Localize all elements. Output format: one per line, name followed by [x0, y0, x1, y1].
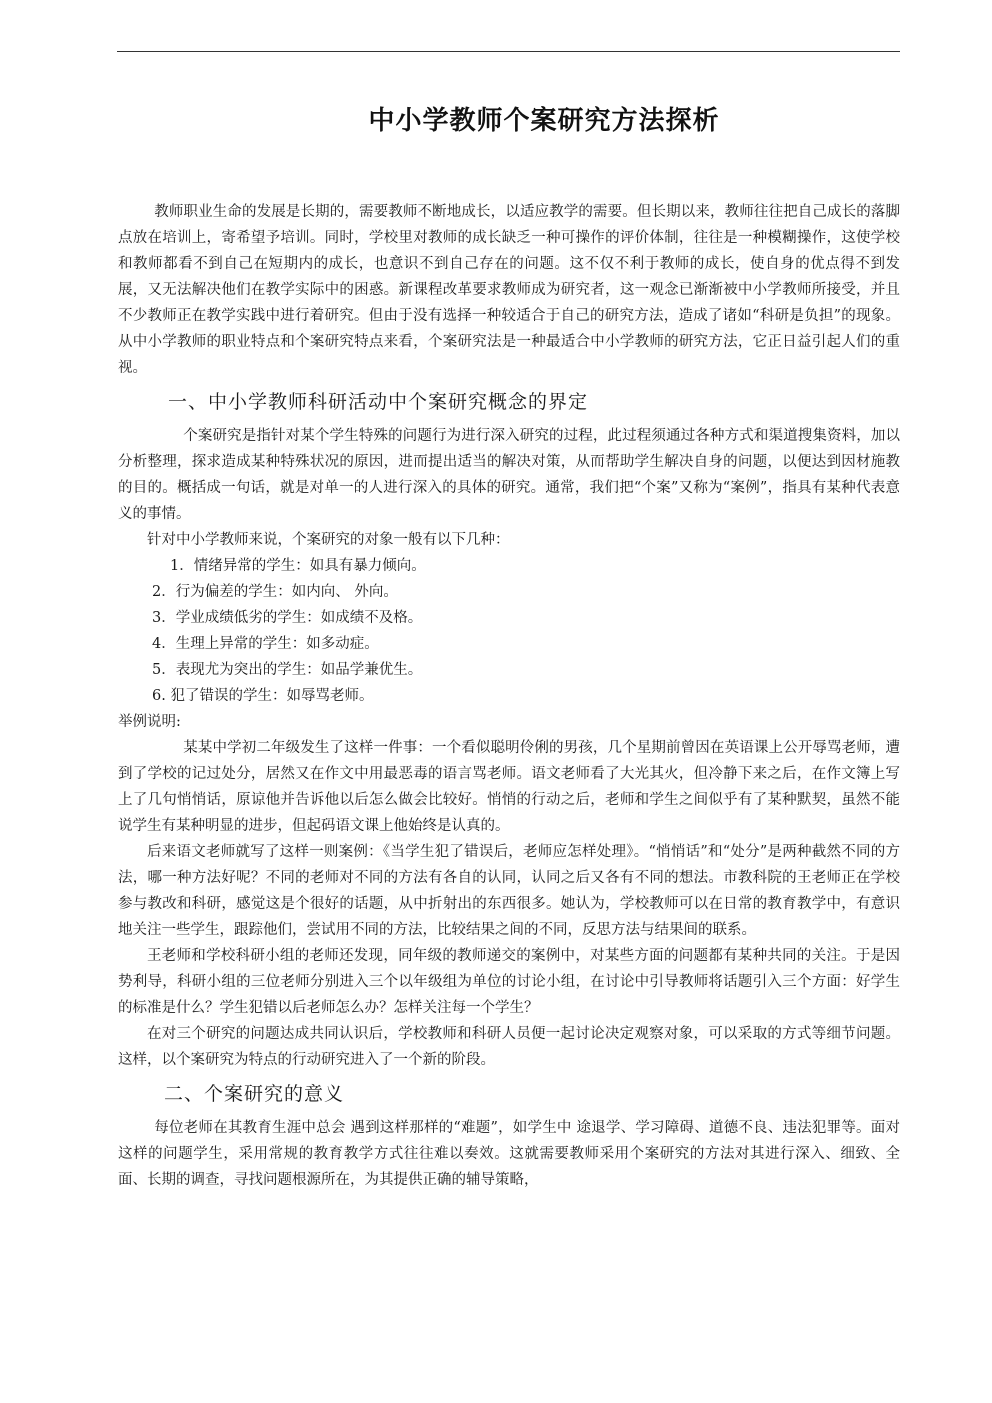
section1-heading: 一、中小学教师科研活动中个案研究概念的界定 [168, 391, 589, 413]
intro-paragraph: 教师职业生命的发展是长期的，需要教师不断地成长，以适应教学的需要。但长期以来，教师往往把自己成长的落脚点放在培训上，寄希望予培训。同时，学校里对教师的成长缺乏一种可操作的评价体制，往往是一种模糊操作，这使学校和教师都看不到自己在短期内的成长，也意识不到自己存在的问题。这不仅不利于教师的成长，使自身的优点得不到发展，又无法解决他们在教学实际中的困惑。新课程改革要求教师成为研究者，这一观念已渐渐被中小学教师所接受，并且不少教师正在教学实践中进行着研究。但由于没有选择一种较适合于自己的研究方法，造成了诸如“科研是负担”的现象。从中小学教师的职业特点和个案研究特点来看，个案研究法是一种最适合中小学教师的研究方法，它正日益引起人们的重视。 [118, 204, 900, 376]
list-item: 2．行为偏差的学生：如内向、 外向。 [152, 584, 398, 600]
list-item: 1．情绪异常的学生：如具有暴力倾向。 [170, 558, 426, 574]
example-paragraph-1: 某某中学初二年级发生了这样一件事：一个看似聪明伶俐的男孩，几个星期前曾因在英语课上公开辱骂老师，遭到了学校的记过处分，居然又在作文中用最恶毒的语言骂老师。语文老师看了大光其火，但冷静下来之后，在作文簿上写上了几句悄悄话，原谅他并告诉他以后怎么做会比较好。悄悄的行动之后，老师和学生之间似乎有了某种默契，虽然不能说学生有某种明显的进步，但起码语文课上他始终是认真的。 [118, 740, 900, 834]
example-paragraph-4: 在对三个研究的问题达成共同认识后，学校教师和科研人员便一起讨论决定观察对象，可以采取的方式等细节问题。这样，以个案研究为特点的行动研究进入了一个新的阶段。 [118, 1026, 900, 1068]
section2-heading: 二、个案研究的意义 [164, 1083, 345, 1105]
header-rule [117, 51, 900, 52]
example-label: 举例说明: [118, 714, 181, 730]
section1-paragraph-1: 个案研究是指针对某个学生特殊的问题行为进行深入研究的过程，此过程须通过各种方式和渠道搜集资料，加以分析整理，探求造成某种特殊状况的原因，进而提出适当的解决对策，从而帮助学生解决自身的问题，以便达到因材施教的目的。概括成一句话，就是对单一的人进行深入的具体的研究。通常，我们把“个案”又称为“案例”，指具有某种代表意义的事情。 [118, 428, 900, 522]
list-item: 6. 犯了错误的学生：如辱骂老师。 [152, 688, 374, 704]
document-title: 中小学教师个案研究方法探析 [368, 106, 720, 136]
document-body [118, 199, 900, 1193]
section2-paragraph-1: 每位老师在其教育生涯中总会 遇到这样那样的“难题”，如学生中 途退学、学习障碍、道德不良、违法犯罪等。面对这样的问题学生，采用常规的教育教学方式往往难以奏效。这就需要教师采用个案研究的方法对其进行深入、细致、全面、长期的调查，寻找问题根源所在，为其提供正确的辅导策略， [118, 1120, 900, 1188]
example-paragraph-2: 后来语文老师就写了这样一则案例：《当学生犯了错误后，老师应怎样处理》。“悄悄话”和“处分”是两种截然不同的方法，哪一种方法好呢？不同的老师对不同的方法有各自的认同，认同之后又各有不同的想法。市教科院的王老师正在学校参与教改和科研，感觉这是个很好的话题，从中折射出的东西很多。她认为，学校教师可以在日常的教育教学中，有意识地关注一些学生，跟踪他们，尝试用不同的方法，比较结果之间的不同，反思方法与结果间的联系。 [118, 844, 900, 938]
list-item: 5．表现尤为突出的学生：如品学兼优生。 [152, 662, 423, 678]
section1-paragraph-2: 针对中小学教师来说，个案研究的对象一般有以下几种： [147, 532, 510, 548]
example-paragraph-3: 王老师和学校科研小组的老师还发现，同年级的教师递交的案例中，对某些方面的问题都有某种共同的关注。于是因势利导，科研小组的三位老师分别进入三个以年级组为单位的讨论小组，在讨论中引导教师将话题引入三个方面：好学生的标准是什么？学生犯错以后老师怎么办？怎样关注每一个学生？ [118, 948, 900, 1016]
list-item: 3．学业成绩低劣的学生：如成绩不及格。 [152, 610, 423, 626]
list-item: 4．生理上异常的学生：如多动症。 [152, 636, 379, 652]
